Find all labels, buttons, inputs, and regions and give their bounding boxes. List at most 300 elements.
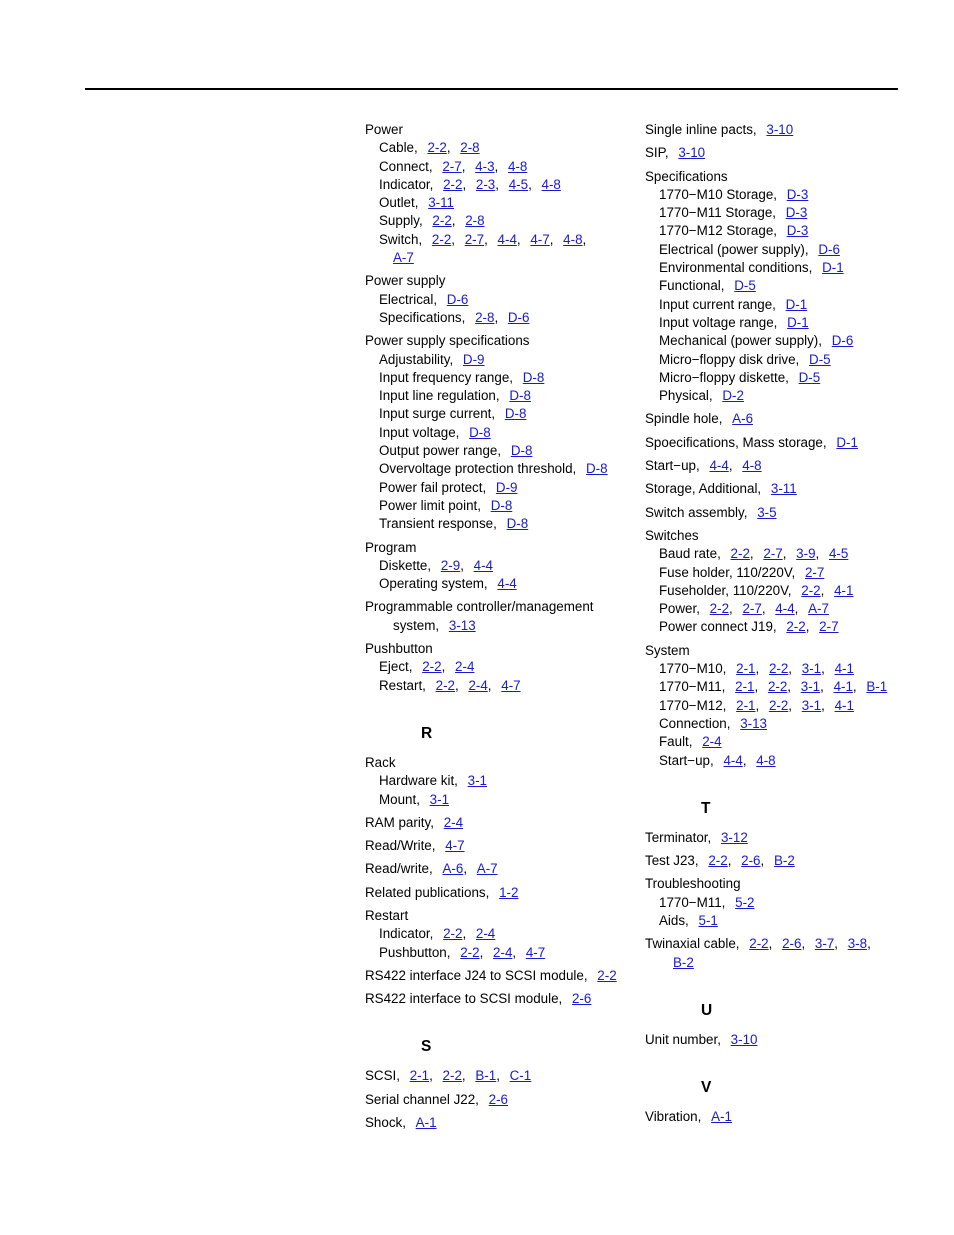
term-label: Baud rate,	[659, 546, 721, 562]
page-reference-link[interactable]: 4-1	[834, 697, 854, 713]
page-reference-link[interactable]: 2-9	[440, 557, 461, 573]
term-label: Pushbutton,	[379, 944, 451, 960]
index-subterm	[645, 314, 935, 332]
term-label: Connection,	[659, 715, 731, 731]
page-reference-link[interactable]: 3-12	[720, 829, 748, 845]
term-label: Micro−floppy disk drive,	[659, 351, 800, 367]
ref-separator: ,	[755, 697, 763, 713]
index-subterm	[365, 424, 635, 442]
page-reference-link[interactable]: 2-2	[786, 619, 806, 635]
page-reference-link[interactable]: 2-2	[443, 176, 463, 192]
page-reference-link[interactable]: 4-1	[833, 679, 853, 695]
term-label: Start−up,	[645, 458, 700, 474]
index-entry	[365, 837, 635, 855]
index-term	[645, 935, 935, 953]
term-label: Adjustability,	[379, 351, 454, 367]
index-subterm	[645, 752, 935, 770]
index-term	[365, 1114, 635, 1132]
term-label: Test J23,	[645, 853, 699, 869]
term-label: Input voltage range,	[659, 314, 778, 330]
index-subterm	[365, 369, 635, 387]
index-subterm	[365, 291, 635, 309]
page-reference-link[interactable]: D-3	[786, 186, 809, 202]
page-reference-link[interactable]: 4-7	[525, 944, 546, 960]
ref-separator: ,	[429, 1068, 437, 1084]
term-label: Start−up,	[659, 752, 714, 768]
page-reference-link[interactable]: 3-11	[428, 195, 454, 211]
page-reference-link[interactable]: A-6	[732, 411, 754, 427]
term-label: Hardware kit,	[379, 773, 458, 789]
page-reference-link[interactable]: D-9	[495, 479, 518, 495]
index-column-left	[365, 121, 635, 1137]
index-entry	[365, 990, 635, 1008]
index-term	[365, 884, 635, 902]
index-subterm	[365, 557, 635, 575]
ref-separator: ,	[852, 679, 861, 695]
ref-separator: ,	[454, 677, 463, 693]
index-subterm	[365, 351, 635, 369]
page-reference-link[interactable]: 4-4	[497, 576, 517, 592]
index-term	[645, 168, 935, 186]
page-reference-link[interactable]: A-7	[393, 250, 414, 266]
page-reference-link[interactable]: D-8	[504, 406, 527, 422]
page-reference-link[interactable]: 2-6	[741, 853, 761, 869]
index-subterm	[645, 912, 935, 930]
page-reference-link[interactable]: 2-2	[730, 546, 750, 562]
page-reference-link[interactable]: 2-4	[475, 926, 496, 942]
page-reference-link[interactable]: 3-7	[814, 936, 835, 952]
index-subterm	[645, 222, 935, 240]
page-reference-link[interactable]: 2-2	[768, 697, 789, 713]
index-subterm	[645, 715, 935, 733]
ref-separator: ,	[463, 861, 471, 877]
page-reference-link[interactable]: 3-1	[467, 773, 487, 789]
ref-separator: ,	[549, 231, 558, 247]
term-label: Terminator,	[645, 829, 712, 845]
term-label: 1770−M12,	[659, 697, 727, 713]
page-reference-link[interactable]: 4-4	[709, 458, 729, 474]
term-label: SCSI,	[365, 1068, 400, 1084]
index-subterm	[645, 733, 935, 751]
term-label: Aids,	[659, 912, 689, 928]
term-label: Diskette,	[379, 557, 432, 573]
page-reference-link[interactable]: 2-2	[708, 853, 728, 869]
page-reference-link[interactable]: 3-5	[757, 504, 777, 520]
index-term	[365, 1067, 635, 1085]
index-entry	[365, 907, 635, 962]
index-term	[365, 860, 635, 878]
page-reference-link[interactable]: D-9	[462, 351, 485, 367]
index-subterm	[645, 332, 935, 350]
index-subterm	[365, 387, 635, 405]
term-label: Serial channel J22,	[365, 1091, 479, 1107]
page-reference-link[interactable]: B-2	[673, 954, 694, 970]
index-term	[365, 640, 635, 658]
page-reference-link[interactable]: 2-2	[442, 1068, 462, 1084]
term-label: RS422 interface to SCSI module,	[365, 991, 563, 1007]
index-subterm	[365, 460, 635, 478]
header-rule	[85, 88, 898, 90]
index-term	[365, 990, 635, 1008]
page-reference-link[interactable]: 2-1	[735, 679, 755, 695]
page-reference-link[interactable]: 2-8	[465, 213, 485, 229]
term-label: Troubleshooting	[645, 876, 741, 892]
index-entry	[645, 1108, 935, 1126]
index-subterm	[645, 618, 935, 636]
page-reference-link[interactable]: 1-2	[499, 884, 519, 900]
section-letter-v: V	[701, 1079, 712, 1097]
page-reference-link[interactable]: 2-4	[443, 814, 464, 830]
page-reference-link[interactable]: D-8	[586, 461, 608, 477]
ref-separator: ,	[528, 176, 536, 192]
term-label: 1770−M10,	[659, 661, 727, 677]
page-reference-link[interactable]: D-1	[787, 314, 809, 330]
ref-separator: ,	[749, 546, 758, 562]
term-label: Input line regulation,	[379, 388, 500, 404]
page-reference-link[interactable]: 2-2	[768, 661, 789, 677]
page-reference-link[interactable]: 2-2	[709, 601, 730, 617]
term-label: Rack	[365, 754, 396, 770]
page-reference-link[interactable]: D-8	[510, 443, 533, 459]
page-reference-link[interactable]: 2-8	[475, 309, 495, 325]
page-reference-link[interactable]: A-7	[476, 861, 498, 877]
term-label: Transient response,	[379, 516, 497, 532]
page-reference-link[interactable]: D-2	[722, 388, 744, 404]
ref-separator: ,	[516, 231, 525, 247]
ref-separator: ,	[801, 936, 809, 952]
index-entry	[365, 598, 635, 635]
page-reference-link[interactable]: 3-10	[678, 145, 706, 161]
index-entry	[645, 144, 935, 162]
page-reference-link[interactable]: 3-13	[740, 715, 768, 731]
page-reference-link[interactable]: 4-4	[775, 601, 795, 617]
term-label: Input frequency range,	[379, 369, 513, 385]
page-reference-link[interactable]: A-6	[442, 861, 464, 877]
term-label: Fuse holder, 110/220V,	[659, 564, 796, 580]
index-subterm	[365, 231, 635, 249]
index-subterm	[645, 582, 935, 600]
page-reference-link[interactable]: 2-7	[464, 231, 485, 247]
term-label: Read/Write,	[365, 838, 436, 854]
page-reference-link[interactable]: 2-2	[460, 944, 480, 960]
page-reference-link[interactable]: D-6	[446, 291, 469, 307]
term-label: Connect,	[379, 158, 433, 174]
ref-separator: ,	[794, 601, 803, 617]
index-term	[645, 144, 935, 162]
index-term	[645, 1108, 935, 1126]
page-reference-link[interactable]: B-2	[773, 853, 795, 869]
term-label: Power,	[659, 601, 700, 617]
index-term	[365, 121, 635, 139]
term-label: Read/write,	[365, 861, 433, 877]
index-subterm	[645, 296, 935, 314]
page-reference-link[interactable]: 3-1	[801, 661, 822, 677]
index-term	[645, 480, 935, 498]
index-subterm	[645, 660, 935, 678]
index-term	[365, 907, 635, 925]
page-reference-link[interactable]: 2-2	[443, 926, 463, 942]
term-label: Fuseholder, 110/220V,	[659, 582, 792, 598]
term-label: Single inline pacts,	[645, 122, 757, 137]
ref-separator: ,	[512, 944, 520, 960]
page-reference-link[interactable]: 2-1	[736, 697, 756, 713]
index-subterm	[645, 545, 935, 563]
page-reference-link[interactable]: 2-2	[801, 582, 821, 598]
page-reference-link[interactable]: 5-2	[735, 894, 755, 910]
index-term	[645, 410, 935, 428]
index-subterm	[645, 259, 935, 277]
page-reference-link[interactable]: D-5	[734, 278, 756, 294]
page-reference-link[interactable]: 4-7	[530, 231, 550, 247]
page-reference-link[interactable]: D-3	[786, 223, 809, 239]
page-reference-link[interactable]: 2-2	[427, 140, 447, 156]
page-reference-link[interactable]: B-1	[866, 679, 888, 695]
ref-separator: ,	[820, 582, 829, 598]
page-reference-link[interactable]: 4-4	[497, 231, 517, 247]
ref-separator: ,	[487, 677, 496, 693]
ref-separator: ,	[461, 158, 470, 174]
index-term	[645, 852, 935, 870]
term-label: Micro−floppy diskette,	[659, 369, 789, 385]
index-subterm	[645, 241, 935, 259]
term-label: Eject,	[379, 659, 413, 675]
ref-separator: ,	[484, 231, 492, 247]
index-entry	[365, 1114, 635, 1132]
page-reference-link[interactable]: 4-8	[563, 231, 583, 247]
index-entry	[365, 754, 635, 809]
index-subterm	[365, 925, 635, 943]
page-reference-link[interactable]: 4-4	[723, 752, 743, 768]
term-label: Operating system,	[379, 576, 488, 592]
index-entry	[645, 1031, 935, 1049]
ref-separator: ,	[760, 853, 768, 869]
page-reference-link[interactable]: 3-10	[730, 1031, 758, 1047]
ref-separator: ,	[494, 309, 502, 325]
page-reference-link[interactable]: 2-2	[422, 659, 442, 675]
page-reference-link[interactable]: D-6	[507, 309, 530, 325]
page-reference-link[interactable]: D-1	[836, 434, 858, 450]
page-reference-link[interactable]: 3-13	[448, 617, 476, 633]
index-subterm	[365, 158, 635, 176]
page-reference-link[interactable]: 2-4	[455, 659, 475, 675]
index-term	[645, 457, 935, 475]
page-reference-link[interactable]: A-1	[711, 1109, 732, 1125]
page-reference-link[interactable]: 2-1	[409, 1068, 430, 1084]
ref-separator: ,	[496, 1068, 504, 1084]
term-label: Input voltage,	[379, 424, 460, 440]
term-label: Switch,	[379, 231, 423, 247]
page-reference-link[interactable]: 4-4	[473, 557, 493, 573]
page-reference-link[interactable]: 4-5	[828, 546, 849, 562]
page-reference-link[interactable]: 2-8	[460, 140, 480, 156]
term-label: Program	[365, 539, 417, 555]
term-label: Environmental conditions,	[659, 260, 813, 276]
page-reference-link[interactable]: 2-6	[782, 936, 802, 952]
index-term	[365, 837, 635, 855]
page-reference-link[interactable]: 3-1	[800, 679, 821, 695]
page-reference-link[interactable]: 4-3	[475, 158, 495, 174]
index-term	[365, 814, 635, 832]
page-reference-link[interactable]: D-8	[469, 424, 491, 440]
index-subterm	[365, 772, 635, 790]
page-reference-link[interactable]: 2-7	[819, 619, 839, 635]
term-label: Cable,	[379, 140, 418, 156]
page-reference-link[interactable]: 2-2	[597, 967, 617, 983]
ref-separator: ,	[460, 557, 468, 573]
index-entry	[645, 504, 935, 522]
page-reference-link[interactable]: D-5	[798, 369, 821, 385]
page-reference-link[interactable]: D-8	[522, 369, 545, 385]
term-label: Programmable controller/management	[365, 599, 594, 615]
index-term	[645, 642, 935, 660]
term-label: Spoecifications, Mass storage,	[645, 434, 827, 450]
index-entry	[645, 642, 935, 770]
page-reference-link[interactable]: 3-1	[801, 697, 822, 713]
page-reference-link[interactable]: 4-1	[834, 661, 854, 677]
page-reference-link[interactable]: 4-7	[501, 677, 521, 693]
page-reference-link[interactable]: 2-2	[432, 213, 452, 229]
page-reference-link[interactable]: 2-4	[702, 734, 722, 750]
section-letter-u: U	[701, 1001, 713, 1019]
page-reference-link[interactable]: 2-2	[767, 679, 788, 695]
term-label: Unit number,	[645, 1031, 721, 1047]
index-entry	[645, 527, 935, 637]
index-entry	[645, 168, 935, 406]
page-reference-link[interactable]: 4-8	[742, 458, 762, 474]
term-label: Fault,	[659, 734, 693, 750]
term-label: RS422 interface J24 to SCSI module,	[365, 967, 588, 983]
page-reference-link[interactable]: D-3	[785, 205, 808, 221]
page-reference-link[interactable]: A-7	[808, 601, 829, 617]
page-reference-link[interactable]: 4-7	[445, 838, 465, 854]
index-entry	[645, 434, 935, 452]
page-reference-link[interactable]: D-8	[506, 516, 529, 532]
index-subterm	[365, 791, 635, 809]
page-reference-link[interactable]: 2-4	[493, 944, 513, 960]
term-label: 1770−M11,	[659, 679, 726, 695]
index-entry	[365, 121, 635, 267]
term-label: RAM parity,	[365, 814, 434, 830]
ref-separator: ,	[788, 661, 796, 677]
term-label: system,	[393, 617, 440, 633]
term-label: SIP,	[645, 145, 669, 161]
page-reference-link[interactable]: 3-8	[847, 936, 868, 952]
ref-separator: ,	[479, 944, 488, 960]
ref-separator: ,	[821, 661, 829, 677]
term-label: Specifications	[645, 168, 728, 184]
page-reference-link[interactable]: 2-6	[488, 1091, 508, 1107]
page-reference-link[interactable]: 3-9	[796, 546, 816, 562]
page-reference-link[interactable]: D-8	[490, 497, 513, 513]
section-letter-r: R	[421, 724, 433, 742]
term-label: Power	[365, 122, 403, 137]
page-reference-link[interactable]: D-8	[509, 388, 531, 404]
page-reference-link[interactable]: D-1	[822, 260, 844, 276]
page-reference-link[interactable]: 2-6	[571, 991, 592, 1007]
page-reference-link[interactable]: A-1	[415, 1115, 437, 1131]
page-reference-link[interactable]: 2-2	[435, 677, 455, 693]
index-term	[645, 1031, 935, 1049]
page-reference-link[interactable]: 3-1	[429, 791, 450, 807]
page-reference-link[interactable]: 5-1	[698, 912, 718, 928]
ref-separator: ,	[462, 926, 470, 942]
page-reference-link[interactable]: D-5	[809, 351, 831, 367]
term-label: Mount,	[379, 791, 420, 807]
page-reference-link[interactable]: 4-5	[508, 176, 529, 192]
index-entry	[645, 829, 935, 847]
page-reference-link[interactable]: 2-1	[736, 661, 756, 677]
section-letter-t: T	[701, 799, 711, 817]
page-reference-link[interactable]: C-1	[509, 1068, 532, 1084]
page-reference-link[interactable]: 2-4	[468, 677, 488, 693]
page-reference-link[interactable]: D-1	[785, 296, 808, 312]
index-entry	[645, 457, 935, 475]
term-label: Power limit point,	[379, 497, 481, 513]
term-label: Vibration,	[645, 1109, 702, 1125]
page-reference-link[interactable]: 3-11	[770, 481, 797, 497]
page-reference-link[interactable]: B-1	[475, 1068, 497, 1084]
index-column-right	[645, 121, 935, 1131]
ref-separator: ,	[761, 601, 770, 617]
index-subterm	[645, 387, 935, 405]
term-label: Physical,	[659, 388, 713, 404]
term-label: Storage, Additional,	[645, 481, 762, 497]
index-subterm	[645, 277, 935, 295]
page-reference-link[interactable]: 2-2	[431, 231, 452, 247]
term-label: Input surge current,	[379, 406, 496, 422]
term-label: Switch assembly,	[645, 504, 748, 520]
trailing-comma: ,	[867, 936, 871, 952]
index-term	[645, 434, 935, 452]
page-reference-link[interactable]: 2-2	[749, 936, 769, 952]
ref-separator: ,	[729, 601, 737, 617]
page-reference-link[interactable]: 2-7	[742, 601, 762, 617]
index-entry	[645, 935, 935, 972]
page-reference-link[interactable]: 2-3	[475, 176, 496, 192]
ref-separator: ,	[461, 1068, 470, 1084]
term-label: Input current range,	[659, 296, 776, 312]
index-term	[365, 754, 635, 772]
page-reference-link[interactable]: 4-8	[507, 158, 528, 174]
page-reference-link[interactable]: 4-8	[541, 176, 561, 192]
page-reference-link[interactable]: 2-7	[442, 158, 462, 174]
index-entry	[365, 1067, 635, 1085]
term-label: Supply,	[379, 213, 423, 229]
page-reference-link[interactable]: D-6	[831, 333, 854, 349]
index-subterm	[645, 564, 935, 582]
ref-separator: ,	[727, 853, 736, 869]
ref-separator: ,	[462, 176, 470, 192]
page-reference-link[interactable]: 2-7	[763, 546, 783, 562]
term-label: Spindle hole,	[645, 411, 723, 427]
page-reference-link[interactable]: 4-8	[756, 752, 776, 768]
page-reference-link[interactable]: 4-1	[834, 582, 854, 598]
term-label: Twinaxial cable,	[645, 936, 740, 952]
ref-separator: ,	[441, 659, 450, 675]
index-term	[645, 875, 935, 893]
index-entry	[365, 332, 635, 533]
page-reference-link[interactable]: 2-7	[804, 564, 825, 580]
term-label: Specifications,	[379, 309, 466, 325]
index-term	[365, 272, 635, 290]
index-term	[645, 504, 935, 522]
term-label: 1770−M12 Storage,	[659, 223, 777, 239]
page-reference-link[interactable]: 3-10	[766, 122, 794, 137]
term-label: Related publications,	[365, 884, 490, 900]
page-reference-link[interactable]: D-6	[818, 241, 840, 257]
term-label: 1770−M11,	[659, 894, 726, 910]
index-entry	[365, 272, 635, 327]
